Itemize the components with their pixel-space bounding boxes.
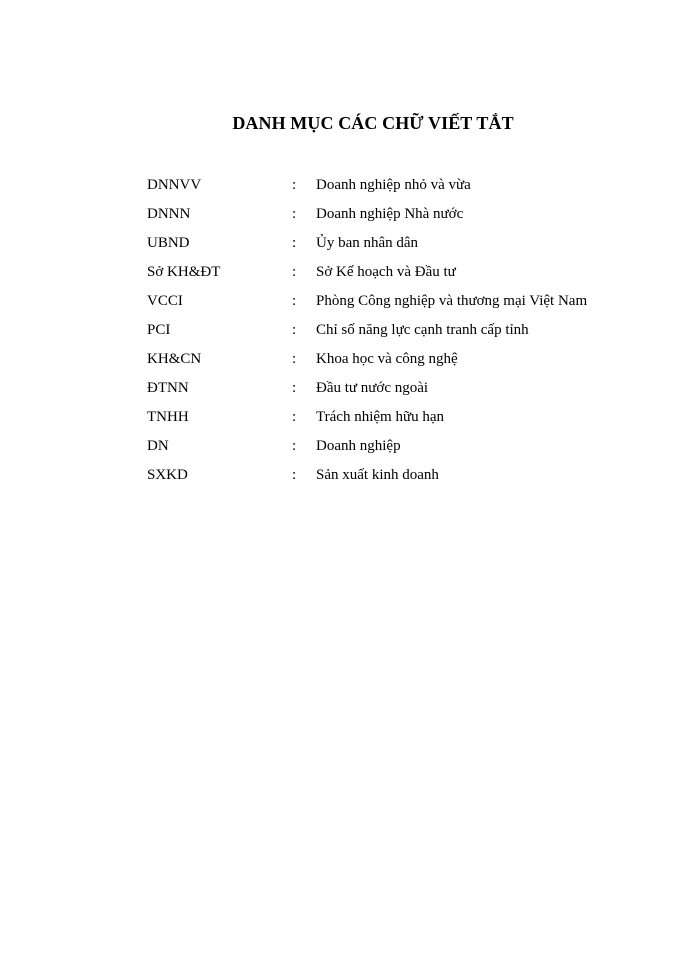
abbreviation-list [147,175,647,494]
abbreviation: PCI [147,322,171,338]
abbreviation-row [147,349,647,378]
separator: : [292,409,297,425]
abbreviation: Sở KH&ĐT [147,264,221,280]
abbreviation-row [147,204,647,233]
abbreviation: KH&CN [147,351,202,367]
abbreviation-row [147,407,647,436]
abbreviation-row [147,465,647,494]
abbreviation-row [147,436,647,465]
separator: : [292,235,297,251]
abbreviation-meaning: Chỉ số năng lực cạnh tranh cấp tỉnh [316,322,529,338]
abbreviation: ĐTNN [147,380,189,396]
abbreviation: DNNN [147,206,191,222]
abbreviation: TNHH [147,409,189,425]
abbreviation-row [147,378,647,407]
separator: : [292,467,297,483]
abbreviation-meaning: Sở Kế hoạch và Đầu tư [316,264,456,280]
abbreviation-row [147,262,647,291]
abbreviation-meaning: Đầu tư nước ngoài [316,380,429,396]
separator: : [292,322,297,338]
abbreviation: SXKD [147,467,188,483]
separator: : [292,293,297,309]
page-title: DANH MỤC CÁC CHỮ VIẾT TẮT [232,113,514,133]
abbreviation: VCCI [147,293,183,309]
separator: : [292,438,297,454]
abbreviation-meaning: Khoa học và công nghệ [316,351,458,367]
abbreviation-meaning: Doanh nghiệp Nhà nước [316,206,464,222]
abbreviation-meaning: Ủy ban nhân dân [316,235,419,251]
abbreviation-row [147,320,647,349]
abbreviation-meaning: Phòng Công nghiệp và thương mại Việt Nam [316,293,588,309]
abbreviation-meaning: Doanh nghiệp nhỏ và vừa [316,177,471,193]
abbreviation: DN [147,438,169,454]
abbreviation-row [147,175,647,204]
abbreviation: DNNVV [147,177,202,193]
separator: : [292,177,297,193]
abbreviation-meaning: Doanh nghiệp [316,438,401,454]
abbreviation-meaning: Trách nhiệm hữu hạn [316,409,444,425]
separator: : [292,380,297,396]
abbreviation-row [147,233,647,262]
abbreviation-row [147,291,647,320]
separator: : [292,351,297,367]
abbreviation: UBND [147,235,190,251]
separator: : [292,264,297,280]
separator: : [292,206,297,222]
abbreviation-meaning: Sản xuất kinh doanh [316,467,439,483]
